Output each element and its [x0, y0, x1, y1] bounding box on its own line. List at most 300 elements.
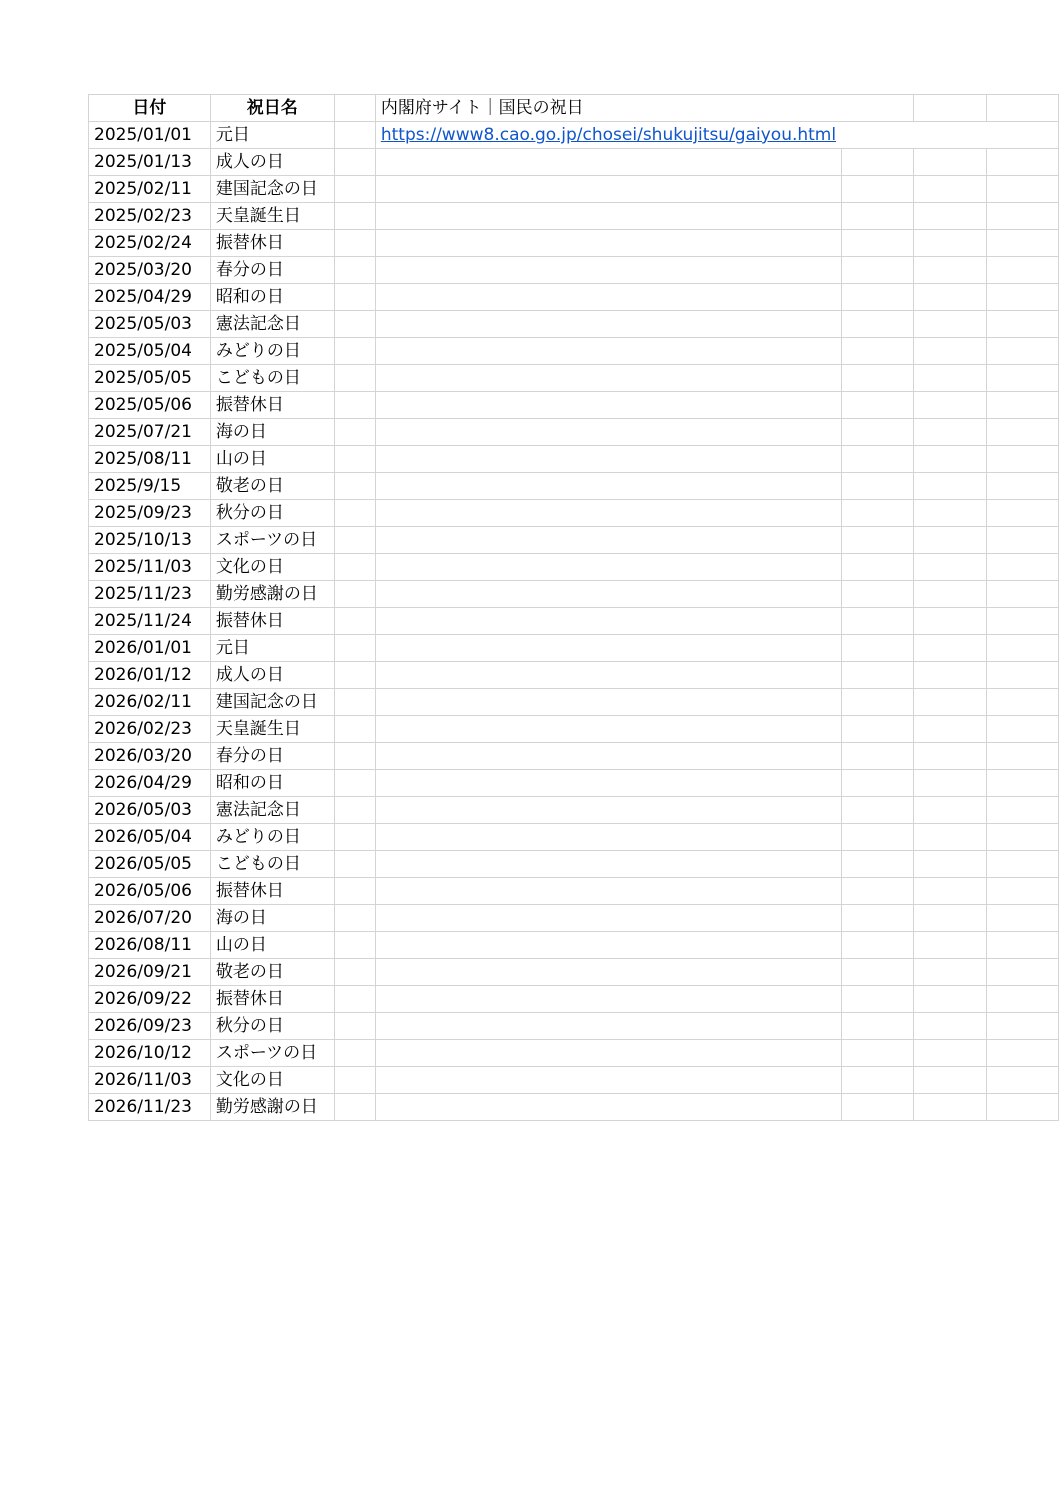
empty-cell[interactable]	[842, 986, 914, 1013]
empty-cell[interactable]	[334, 257, 375, 284]
empty-cell[interactable]	[986, 824, 1058, 851]
empty-cell[interactable]	[986, 365, 1058, 392]
holiday-date-cell[interactable]: 2026/10/12	[89, 1040, 211, 1067]
holiday-date-cell[interactable]: 2025/07/21	[89, 419, 211, 446]
empty-cell[interactable]	[334, 365, 375, 392]
empty-cell[interactable]	[842, 716, 914, 743]
empty-cell[interactable]	[986, 257, 1058, 284]
empty-cell[interactable]	[914, 176, 986, 203]
empty-cell[interactable]	[842, 878, 914, 905]
empty-cell[interactable]	[914, 338, 986, 365]
empty-cell[interactable]	[986, 743, 1058, 770]
empty-cell[interactable]	[375, 878, 841, 905]
holiday-name-cell[interactable]: 昭和の日	[210, 284, 334, 311]
empty-cell[interactable]	[842, 203, 914, 230]
empty-cell[interactable]	[842, 581, 914, 608]
holiday-name-cell[interactable]: 勤労感謝の日	[210, 1094, 334, 1121]
empty-cell[interactable]	[375, 203, 841, 230]
empty-cell[interactable]	[842, 419, 914, 446]
empty-cell[interactable]	[375, 905, 841, 932]
empty-cell[interactable]	[375, 473, 841, 500]
empty-cell[interactable]	[914, 716, 986, 743]
empty-cell[interactable]	[986, 149, 1058, 176]
empty-cell[interactable]	[334, 311, 375, 338]
holiday-name-cell[interactable]: 海の日	[210, 905, 334, 932]
holiday-date-cell[interactable]: 2025/05/05	[89, 365, 211, 392]
empty-cell[interactable]	[375, 959, 841, 986]
empty-cell[interactable]	[334, 473, 375, 500]
empty-cell[interactable]	[986, 986, 1058, 1013]
holiday-date-cell[interactable]: 2025/9/15	[89, 473, 211, 500]
empty-cell[interactable]	[914, 1067, 986, 1094]
empty-cell[interactable]	[986, 500, 1058, 527]
empty-cell[interactable]	[842, 905, 914, 932]
holiday-name-cell[interactable]: 成人の日	[210, 662, 334, 689]
holiday-name-cell[interactable]: 振替休日	[210, 392, 334, 419]
empty-cell[interactable]	[986, 689, 1058, 716]
empty-cell[interactable]	[986, 1013, 1058, 1040]
empty-cell[interactable]	[375, 851, 841, 878]
holiday-name-cell[interactable]: 元日	[210, 635, 334, 662]
holiday-name-cell[interactable]: 振替休日	[210, 230, 334, 257]
empty-cell[interactable]	[914, 284, 986, 311]
empty-cell[interactable]	[334, 230, 375, 257]
empty-cell[interactable]	[842, 122, 914, 149]
empty-cell[interactable]	[842, 230, 914, 257]
empty-cell[interactable]	[375, 149, 841, 176]
holiday-date-cell[interactable]: 2026/05/05	[89, 851, 211, 878]
table-row	[89, 1094, 1059, 1121]
empty-cell[interactable]	[914, 986, 986, 1013]
empty-cell[interactable]	[375, 689, 841, 716]
holiday-date-cell[interactable]: 2025/05/06	[89, 392, 211, 419]
table-row	[89, 635, 1059, 662]
holiday-name-cell[interactable]: みどりの日	[210, 338, 334, 365]
empty-cell[interactable]	[334, 1013, 375, 1040]
holiday-name-cell[interactable]: 海の日	[210, 419, 334, 446]
empty-cell[interactable]	[986, 635, 1058, 662]
empty-cell[interactable]	[375, 527, 841, 554]
empty-cell[interactable]	[375, 932, 841, 959]
empty-cell[interactable]	[986, 581, 1058, 608]
empty-cell[interactable]	[914, 824, 986, 851]
table-row	[89, 446, 1059, 473]
table-row	[89, 392, 1059, 419]
empty-cell[interactable]	[842, 176, 914, 203]
holiday-date-cell[interactable]: 2026/05/03	[89, 797, 211, 824]
empty-cell[interactable]	[986, 176, 1058, 203]
table-row	[89, 311, 1059, 338]
holiday-date-cell[interactable]: 2025/02/11	[89, 176, 211, 203]
empty-cell[interactable]	[914, 689, 986, 716]
empty-cell[interactable]	[986, 770, 1058, 797]
holiday-name-cell[interactable]: 文化の日	[210, 554, 334, 581]
empty-cell[interactable]	[986, 203, 1058, 230]
link-cell[interactable]	[375, 122, 841, 149]
holiday-date-cell[interactable]: 2025/10/13	[89, 527, 211, 554]
empty-cell[interactable]	[842, 95, 914, 122]
empty-cell[interactable]	[375, 446, 841, 473]
holiday-date-cell[interactable]: 2026/02/11	[89, 689, 211, 716]
holiday-name-cell[interactable]: 建国記念の日	[210, 176, 334, 203]
empty-cell[interactable]	[914, 446, 986, 473]
holiday-name-cell[interactable]: 秋分の日	[210, 500, 334, 527]
empty-cell[interactable]	[334, 905, 375, 932]
empty-cell[interactable]	[334, 635, 375, 662]
empty-cell[interactable]	[914, 1040, 986, 1067]
empty-cell[interactable]	[986, 95, 1058, 122]
empty-cell[interactable]	[986, 959, 1058, 986]
holiday-date-cell[interactable]: 2026/05/04	[89, 824, 211, 851]
empty-cell[interactable]	[334, 716, 375, 743]
table-row	[89, 203, 1059, 230]
empty-cell[interactable]	[842, 797, 914, 824]
empty-cell[interactable]	[375, 986, 841, 1013]
holiday-name-cell[interactable]: 山の日	[210, 932, 334, 959]
empty-cell[interactable]	[914, 635, 986, 662]
table-row	[89, 797, 1059, 824]
empty-cell[interactable]	[914, 419, 986, 446]
holiday-table	[88, 94, 1059, 1121]
empty-cell[interactable]	[914, 1013, 986, 1040]
empty-cell[interactable]	[914, 95, 986, 122]
holiday-name-cell[interactable]: 振替休日	[210, 986, 334, 1013]
empty-cell[interactable]	[914, 770, 986, 797]
table-row	[89, 770, 1059, 797]
holiday-name-cell[interactable]: 敬老の日	[210, 959, 334, 986]
empty-cell[interactable]	[842, 392, 914, 419]
empty-cell[interactable]	[842, 284, 914, 311]
holiday-date-cell[interactable]: 2026/05/06	[89, 878, 211, 905]
table-row	[89, 365, 1059, 392]
holiday-name-cell[interactable]: 山の日	[210, 446, 334, 473]
empty-cell[interactable]	[375, 1067, 841, 1094]
empty-cell[interactable]	[375, 635, 841, 662]
empty-cell[interactable]	[914, 365, 986, 392]
holiday-date-cell[interactable]: 2025/09/23	[89, 500, 211, 527]
empty-cell[interactable]	[375, 284, 841, 311]
empty-cell[interactable]	[842, 257, 914, 284]
holiday-date-cell[interactable]: 2026/09/22	[89, 986, 211, 1013]
table-row	[89, 500, 1059, 527]
empty-cell[interactable]	[986, 230, 1058, 257]
empty-cell[interactable]	[986, 1094, 1058, 1121]
empty-cell[interactable]	[842, 473, 914, 500]
empty-cell[interactable]	[842, 1040, 914, 1067]
empty-cell[interactable]	[914, 851, 986, 878]
empty-cell[interactable]	[334, 284, 375, 311]
empty-cell[interactable]	[842, 770, 914, 797]
empty-cell[interactable]	[842, 365, 914, 392]
table-row	[89, 176, 1059, 203]
empty-cell[interactable]	[986, 392, 1058, 419]
empty-cell[interactable]	[334, 122, 375, 149]
empty-cell[interactable]	[842, 689, 914, 716]
holiday-name-cell[interactable]: 天皇誕生日	[210, 716, 334, 743]
empty-cell[interactable]	[914, 905, 986, 932]
empty-cell[interactable]	[375, 500, 841, 527]
holiday-date-cell[interactable]: 2026/01/01	[89, 635, 211, 662]
empty-cell[interactable]	[375, 176, 841, 203]
table-row	[89, 905, 1059, 932]
empty-cell[interactable]	[986, 878, 1058, 905]
holiday-name-cell[interactable]: 勤労感謝の日	[210, 581, 334, 608]
empty-cell[interactable]	[375, 662, 841, 689]
holiday-date-cell[interactable]: 2025/08/11	[89, 446, 211, 473]
empty-cell[interactable]	[334, 770, 375, 797]
empty-cell[interactable]	[334, 824, 375, 851]
holiday-name-cell[interactable]: 文化の日	[210, 1067, 334, 1094]
empty-cell[interactable]	[375, 1013, 841, 1040]
holiday-date-cell[interactable]: 2025/02/23	[89, 203, 211, 230]
empty-cell[interactable]	[842, 635, 914, 662]
holiday-date-cell[interactable]: 2025/05/04	[89, 338, 211, 365]
empty-cell[interactable]	[375, 824, 841, 851]
empty-cell[interactable]	[842, 662, 914, 689]
holiday-name-cell[interactable]: こどもの日	[210, 365, 334, 392]
empty-cell[interactable]	[986, 662, 1058, 689]
empty-cell[interactable]	[375, 608, 841, 635]
empty-cell[interactable]	[914, 743, 986, 770]
holiday-date-cell[interactable]: 2026/08/11	[89, 932, 211, 959]
holiday-name-cell[interactable]: 成人の日	[210, 149, 334, 176]
table-row	[89, 662, 1059, 689]
empty-cell[interactable]	[375, 392, 841, 419]
empty-cell[interactable]	[986, 122, 1058, 149]
empty-cell[interactable]	[842, 824, 914, 851]
empty-cell[interactable]	[986, 284, 1058, 311]
empty-cell[interactable]	[334, 95, 375, 122]
holiday-date-cell[interactable]: 2025/04/29	[89, 284, 211, 311]
empty-cell[interactable]	[914, 122, 986, 149]
table-row	[89, 689, 1059, 716]
empty-cell[interactable]	[986, 608, 1058, 635]
table-row	[89, 851, 1059, 878]
empty-cell[interactable]	[375, 770, 841, 797]
empty-cell[interactable]	[334, 932, 375, 959]
holiday-name-cell[interactable]: 天皇誕生日	[210, 203, 334, 230]
empty-cell[interactable]	[375, 743, 841, 770]
holiday-date-cell[interactable]: 2025/01/01	[89, 122, 211, 149]
empty-cell[interactable]	[842, 608, 914, 635]
empty-cell[interactable]	[914, 959, 986, 986]
empty-cell[interactable]	[914, 311, 986, 338]
empty-cell[interactable]	[986, 851, 1058, 878]
empty-cell[interactable]	[842, 554, 914, 581]
empty-cell[interactable]	[842, 527, 914, 554]
empty-cell[interactable]	[986, 311, 1058, 338]
empty-cell[interactable]	[842, 1094, 914, 1121]
holiday-date-cell[interactable]: 2026/11/23	[89, 1094, 211, 1121]
empty-cell[interactable]	[842, 932, 914, 959]
empty-cell[interactable]	[334, 1094, 375, 1121]
empty-cell[interactable]	[914, 581, 986, 608]
empty-cell[interactable]	[842, 338, 914, 365]
empty-cell[interactable]	[334, 1040, 375, 1067]
empty-cell[interactable]	[334, 797, 375, 824]
empty-cell[interactable]	[334, 554, 375, 581]
holiday-date-cell[interactable]: 2026/03/20	[89, 743, 211, 770]
holiday-date-cell[interactable]: 2026/09/23	[89, 1013, 211, 1040]
holiday-date-cell[interactable]: 2025/03/20	[89, 257, 211, 284]
empty-cell[interactable]	[334, 446, 375, 473]
empty-cell[interactable]	[914, 554, 986, 581]
table-row	[89, 230, 1059, 257]
holiday-name-header[interactable]: 祝日名	[210, 95, 334, 122]
holiday-date-cell[interactable]: 2026/02/23	[89, 716, 211, 743]
table-row	[89, 527, 1059, 554]
table-row	[89, 743, 1059, 770]
empty-cell[interactable]	[986, 446, 1058, 473]
holiday-name-cell[interactable]: 春分の日	[210, 257, 334, 284]
empty-cell[interactable]	[334, 959, 375, 986]
empty-cell[interactable]	[334, 338, 375, 365]
holiday-date-cell[interactable]: 2026/09/21	[89, 959, 211, 986]
holiday-name-cell[interactable]: みどりの日	[210, 824, 334, 851]
empty-cell[interactable]	[375, 230, 841, 257]
empty-cell[interactable]	[842, 311, 914, 338]
empty-cell[interactable]	[914, 527, 986, 554]
empty-cell[interactable]	[334, 689, 375, 716]
empty-cell[interactable]	[375, 581, 841, 608]
empty-cell[interactable]	[842, 851, 914, 878]
empty-cell[interactable]	[986, 716, 1058, 743]
empty-cell[interactable]	[375, 1040, 841, 1067]
holiday-date-cell[interactable]: 2025/11/03	[89, 554, 211, 581]
holiday-name-cell[interactable]: スポーツの日	[210, 527, 334, 554]
empty-cell[interactable]	[375, 419, 841, 446]
empty-cell[interactable]	[914, 230, 986, 257]
holiday-name-cell[interactable]: こどもの日	[210, 851, 334, 878]
holiday-name-cell[interactable]: 建国記念の日	[210, 689, 334, 716]
cabinet-office-link[interactable]: https://www8.cao.go.jp/chosei/shukujitsu/gaiyou.html	[380, 125, 837, 145]
table-row	[89, 122, 1059, 149]
holiday-date-cell[interactable]: 2026/01/12	[89, 662, 211, 689]
empty-cell[interactable]	[986, 797, 1058, 824]
table-row	[89, 338, 1059, 365]
empty-cell[interactable]	[842, 743, 914, 770]
empty-cell[interactable]	[334, 608, 375, 635]
holiday-name-cell[interactable]: 敬老の日	[210, 473, 334, 500]
empty-cell[interactable]	[914, 797, 986, 824]
empty-cell[interactable]	[334, 743, 375, 770]
empty-cell[interactable]	[986, 473, 1058, 500]
empty-cell[interactable]	[334, 851, 375, 878]
holiday-date-cell[interactable]: 2025/01/13	[89, 149, 211, 176]
empty-cell[interactable]	[842, 1067, 914, 1094]
cabinet-site-label[interactable]: 内閣府サイト｜国民の祝日	[375, 95, 841, 122]
empty-cell[interactable]	[334, 419, 375, 446]
empty-cell[interactable]	[914, 608, 986, 635]
table-row	[89, 1013, 1059, 1040]
table-row	[89, 932, 1059, 959]
holiday-date-cell[interactable]: 2025/05/03	[89, 311, 211, 338]
empty-cell[interactable]	[914, 473, 986, 500]
table-row	[89, 581, 1059, 608]
holiday-date-cell[interactable]: 2026/11/03	[89, 1067, 211, 1094]
empty-cell[interactable]	[334, 527, 375, 554]
empty-cell[interactable]	[334, 500, 375, 527]
empty-cell[interactable]	[375, 257, 841, 284]
table-row	[89, 284, 1059, 311]
empty-cell[interactable]	[334, 986, 375, 1013]
holiday-name-cell[interactable]: 昭和の日	[210, 770, 334, 797]
empty-cell[interactable]	[986, 1040, 1058, 1067]
table-row	[89, 986, 1059, 1013]
empty-cell[interactable]	[375, 365, 841, 392]
table-row	[89, 419, 1059, 446]
table-row	[89, 257, 1059, 284]
holiday-name-cell[interactable]: 元日	[210, 122, 334, 149]
empty-cell[interactable]	[914, 878, 986, 905]
empty-cell[interactable]	[375, 1094, 841, 1121]
holiday-date-cell[interactable]: 2026/04/29	[89, 770, 211, 797]
empty-cell[interactable]	[914, 392, 986, 419]
empty-cell[interactable]	[375, 797, 841, 824]
header-row	[89, 95, 1059, 122]
empty-cell[interactable]	[375, 716, 841, 743]
empty-cell[interactable]	[986, 419, 1058, 446]
empty-cell[interactable]	[914, 932, 986, 959]
empty-cell[interactable]	[334, 581, 375, 608]
empty-cell[interactable]	[375, 338, 841, 365]
empty-cell[interactable]	[375, 554, 841, 581]
empty-cell[interactable]	[842, 149, 914, 176]
holiday-name-cell[interactable]: 振替休日	[210, 608, 334, 635]
empty-cell[interactable]	[914, 500, 986, 527]
empty-cell[interactable]	[842, 446, 914, 473]
empty-cell[interactable]	[842, 500, 914, 527]
holiday-date-cell[interactable]: 2025/11/24	[89, 608, 211, 635]
holiday-date-cell[interactable]: 2026/07/20	[89, 905, 211, 932]
empty-cell[interactable]	[334, 1067, 375, 1094]
empty-cell[interactable]	[986, 338, 1058, 365]
empty-cell[interactable]	[914, 662, 986, 689]
holiday-name-cell[interactable]: 春分の日	[210, 743, 334, 770]
empty-cell[interactable]	[842, 1013, 914, 1040]
empty-cell[interactable]	[986, 554, 1058, 581]
table-row	[89, 149, 1059, 176]
holiday-name-cell[interactable]: 憲法記念日	[210, 311, 334, 338]
empty-cell[interactable]	[334, 203, 375, 230]
empty-cell[interactable]	[334, 176, 375, 203]
empty-cell[interactable]	[842, 959, 914, 986]
holiday-name-cell[interactable]: 秋分の日	[210, 1013, 334, 1040]
empty-cell[interactable]	[986, 932, 1058, 959]
empty-cell[interactable]	[334, 392, 375, 419]
empty-cell[interactable]	[334, 149, 375, 176]
table-row	[89, 608, 1059, 635]
table-row	[89, 959, 1059, 986]
holiday-name-cell[interactable]: 憲法記念日	[210, 797, 334, 824]
table-row	[89, 878, 1059, 905]
empty-cell[interactable]	[375, 311, 841, 338]
empty-cell[interactable]	[334, 662, 375, 689]
holiday-name-cell[interactable]: 振替休日	[210, 878, 334, 905]
empty-cell[interactable]	[986, 1067, 1058, 1094]
empty-cell[interactable]	[986, 905, 1058, 932]
holiday-date-cell[interactable]: 2025/11/23	[89, 581, 211, 608]
empty-cell[interactable]	[914, 257, 986, 284]
date-header[interactable]: 日付	[89, 95, 211, 122]
empty-cell[interactable]	[914, 1094, 986, 1121]
empty-cell[interactable]	[914, 203, 986, 230]
empty-cell[interactable]	[986, 527, 1058, 554]
empty-cell[interactable]	[914, 149, 986, 176]
empty-cell[interactable]	[334, 878, 375, 905]
holiday-name-cell[interactable]: スポーツの日	[210, 1040, 334, 1067]
holiday-date-cell[interactable]: 2025/02/24	[89, 230, 211, 257]
